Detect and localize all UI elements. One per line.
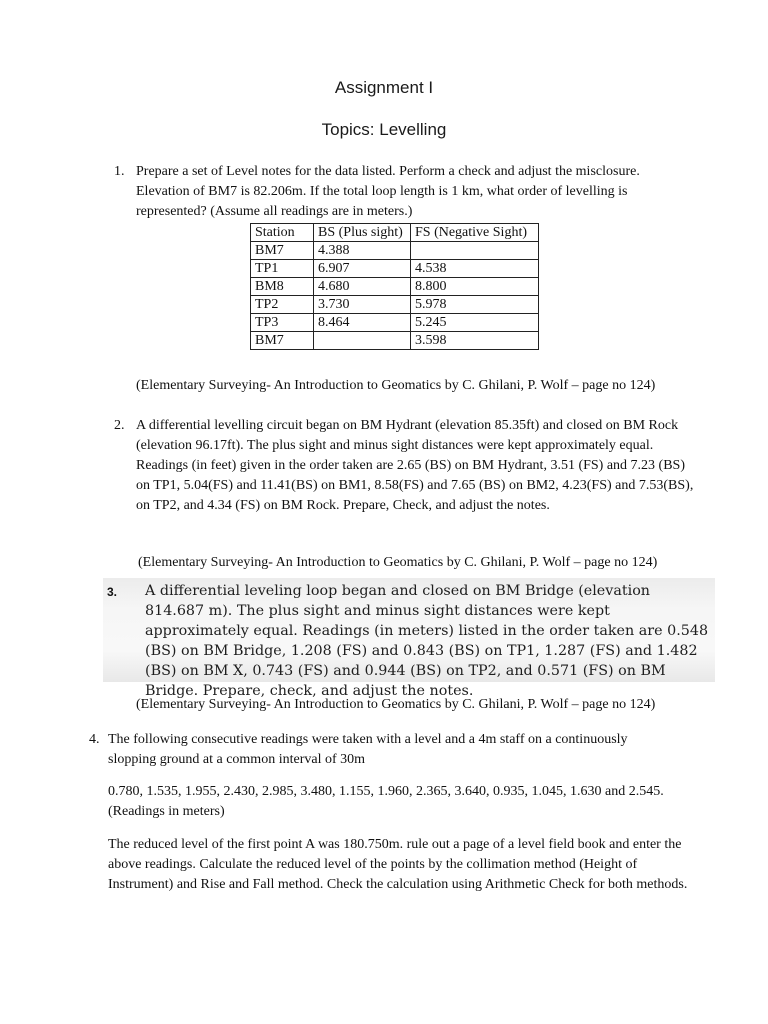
table-cell: TP2 [251,296,314,314]
q3-citation: (Elementary Surveying- An Introduction to Geomatics by C. Ghilani, P. Wolf – page no 124) [136,697,656,712]
q1-text: Prepare a set of Level notes for the data listed. Perform a check and adjust the misclosure. Elevation of BM7 is 82.206m. If the total loop length is 1 km, what order of levelling is represented? (Assume all readings are in meters.) [136,164,640,219]
q3-scanned-excerpt [103,578,715,699]
q1-citation: (Elementary Surveying- An Introduction to Geomatics by C. Ghilani, P. Wolf – page no 124) [136,378,656,393]
q4-number: 4. [89,732,100,747]
table-cell: BM8 [251,278,314,296]
topics-heading: Topics: Levelling [321,120,447,139]
table-header-cell: FS (Negative Sight) [411,224,539,242]
table-row [251,278,539,296]
q3-text: A differential leveling loop began and closed on BM Bridge (elevation 814.687 m). The plus sight and minus sight distances were kept approximately equal. Readings (in meters) listed in the order taken are 0.548 (BS) on BM Bridge, 1.208 (FS) and 0.843 (BS) on TP1, 1.287 (FS) and 1.482 (BS) on BM X, 0.743 (FS) and 0.944 (BS) on TP2, and 0.571 (FS) on BM Bridge. Prepare, check, and adjust the notes. [145,583,709,699]
levelling-table [250,223,539,350]
q2-text: A differential levelling circuit began on BM Hydrant (elevation 85.35ft) and closed on BM Rock (elevation 96.17ft). The plus sight and minus sight distances were kept approximately equal. Readings (in feet) given in the order taken are 2.65 (BS) on BM Hydrant, 3.51 (FS) and 7.23 (BS) on TP1, 5.04(FS) and 11.41(BS) on BM1, 8.58(FS) and 7.65 (BS) on BM2, 4.23(FS) and 7.53(BS), on TP2, and 4.34 (FS) on BM Rock. Prepare, Check, and adjust the notes. [136,418,694,513]
table-cell: 8.800 [411,278,539,296]
table-cell: 5.978 [411,296,539,314]
table-cell: 5.245 [411,314,539,332]
q4-readings: 0.780, 1.535, 1.955, 2.430, 2.985, 3.480, 1.155, 1.960, 2.365, 3.640, 0.935, 1.045, 1.630 and 2.545. (Readings in meters) [108,784,664,819]
table-cell: TP3 [251,314,314,332]
table-header-cell: BS (Plus sight) [314,224,411,242]
q2-number: 2. [114,418,125,433]
table-cell: 3.598 [411,332,539,350]
q3-number: 3. [107,585,118,599]
q4-text: The following consecutive readings were taken with a level and a 4m staff on a continuously slopping ground at a common interval of 30m [108,732,628,767]
table-cell: 8.464 [314,314,411,332]
table-cell: BM7 [251,332,314,350]
table-cell [411,242,539,260]
table-cell [314,332,411,350]
table-row [251,314,539,332]
table-cell: 4.388 [314,242,411,260]
table-header-cell: Station [251,224,314,242]
q1-number: 1. [114,164,125,179]
table-cell: 3.730 [314,296,411,314]
table-cell: BM7 [251,242,314,260]
table-row [251,296,539,314]
assignment-title: Assignment I [334,78,434,97]
q2-citation: (Elementary Surveying- An Introduction to Geomatics by C. Ghilani, P. Wolf – page no 124) [138,555,658,570]
table-cell: 4.680 [314,278,411,296]
q4-task: The reduced level of the first point A was 180.750m. rule out a page of a level field book and enter the above readings. Calculate the reduced level of the points by the collimation method (Height of Instrument) and Rise and Fall method. Check the calculation using Arithmetic Check for both methods. [108,837,688,892]
table-row [251,242,539,260]
table-header-row [251,224,539,242]
table-row [251,260,539,278]
table-cell: 6.907 [314,260,411,278]
table-cell: TP1 [251,260,314,278]
table-cell: 4.538 [411,260,539,278]
table-row [251,332,539,350]
